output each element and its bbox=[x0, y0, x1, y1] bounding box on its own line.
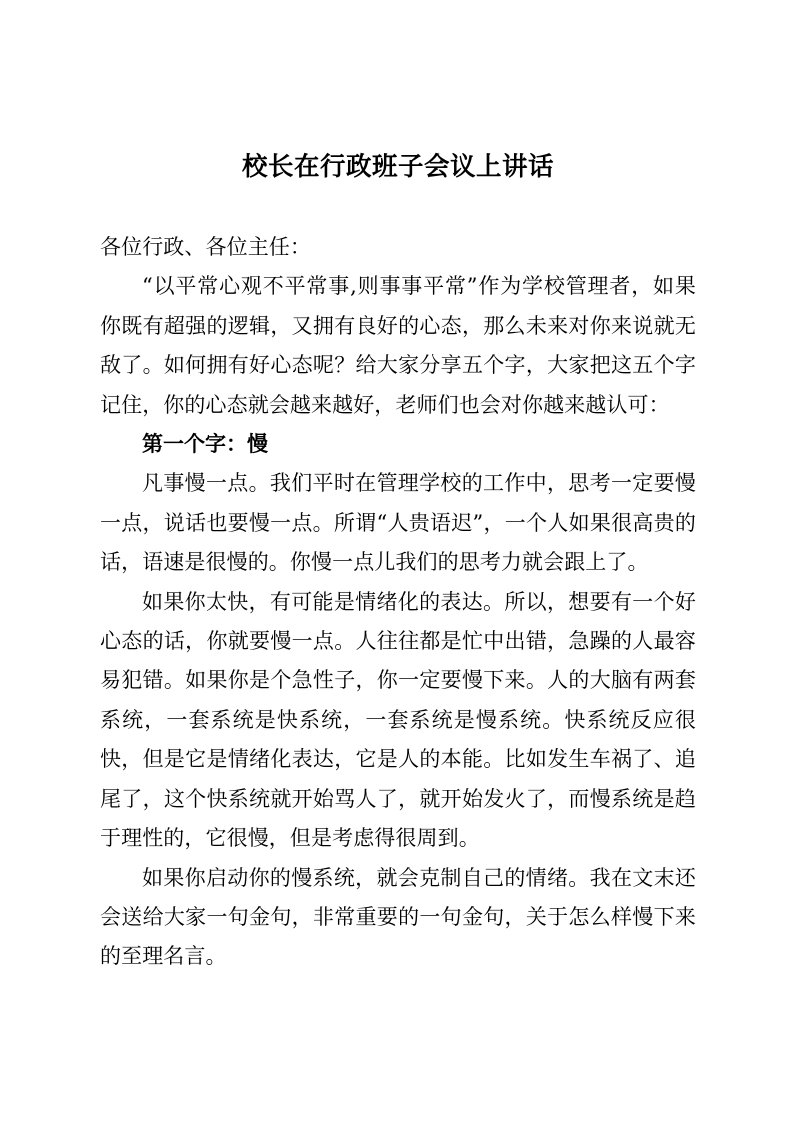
document-content bbox=[100, 184, 696, 977]
document-body bbox=[100, 0, 696, 977]
paragraph-body-3: 如果你启动你的慢系统，就会克制自己的情绪。我在文末还会送给大家一句金句，非常重要的一句金句，关于怎么样慢下来的至理名言。 bbox=[100, 865, 696, 969]
section-heading-first-word: 第一个字：慢 bbox=[142, 432, 268, 457]
paragraph-intro: “以平常心观不平常事,则事事平常”作为学校管理者，如果你既有超强的逻辑，又拥有良好的心态，那么未来对你来说就无敌了。如何拥有好心态呢？给大家分享五个字，大家把这五个字记住，你的心态就会越来越好，老师们也会对你越来越认可： bbox=[100, 274, 696, 417]
salutation: 各位行政、各位主任： bbox=[100, 235, 311, 259]
page-title: 校长在行政班子会议上讲话 bbox=[241, 152, 554, 182]
paragraph-body-1: 凡事慢一点。我们平时在管理学校的工作中，思考一定要慢一点，说话也要慢一点。所谓“人贵语迟”，一个人如果很高贵的话，语速是很慢的。你慢一点儿我们的思考力就会跟上了。 bbox=[100, 471, 696, 575]
paragraph-body-2: 如果你太快，有可能是情绪化的表达。所以，想要有一个好心态的话，你就要慢一点。人往往都是忙中出错，急躁的人最容易犯错。如果你是个急性子，你一定要慢下来。人的大脑有两套系统，一套系统是快系统，一套系统是慢系统。快系统反应很快，但是它是情绪化表达，它是人的本能。比如发生车祸了、追尾了，这个快系统就开始骂人了，就开始发火了，而慢系统是趋于理性的，它很慢，但是考虑得很周到。 bbox=[100, 589, 696, 851]
